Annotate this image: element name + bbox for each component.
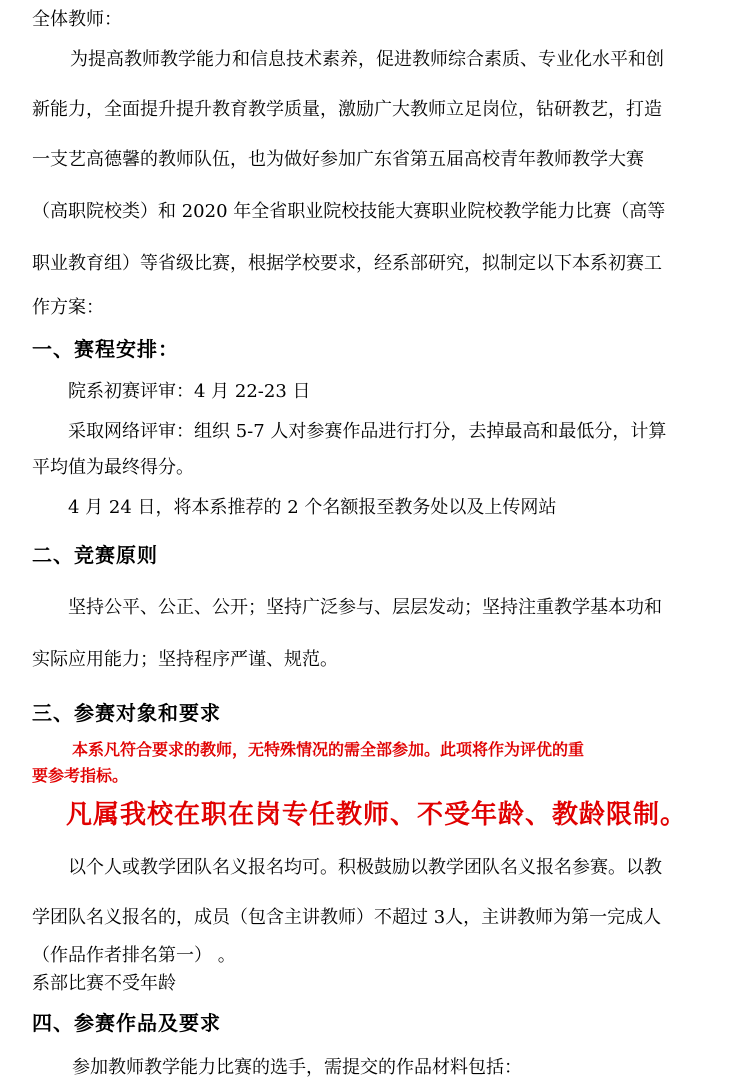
section-heading-3: 三、参赛对象和要求 — [32, 701, 221, 725]
intro-line: （高职院校类）和 2020 年全省职业院校技能大赛职业院校教学能力比赛（高等 — [32, 201, 666, 222]
intro-line: 作方案： — [32, 297, 104, 318]
intro-line: 职业教育组）等省级比赛，根据学校要求，经系部研究，拟制定以下本系初赛工 — [32, 253, 662, 274]
section1-line: 采取网络评审：组织 5-7 人对参赛作品进行打分，去掉最高和最低分，计算 — [68, 421, 667, 442]
section2-line: 坚持公平、公正、公开；坚持广泛参与、层层发动；坚持注重教学基本功和 — [68, 597, 662, 618]
intro-line: 新能力，全面提升提升教育教学质量，激励广大教师立足岗位，钻研教艺，打造 — [32, 99, 662, 120]
section1-line: 4 月 24 日，将本系推荐的 2 个名额报至教务处以及上传网站 — [68, 497, 557, 518]
red-note-line: 要参考指标。 — [32, 766, 129, 785]
section3-line: 学团队名义报名的，成员（包含主讲教师）不超过 3人，主讲教师为第一完成人 — [32, 907, 662, 928]
section3-line: 以个人或教学团队名义报名均可。积极鼓励以教学团队名义报名参赛。以教 — [68, 857, 662, 878]
intro-line: 为提高教师教学能力和信息技术素养，促进教师综合素质、专业化水平和创 — [70, 49, 664, 70]
big-red-line: 凡属我校在职在岗专任教师、不受年龄、教龄限制。 — [66, 800, 688, 830]
section3-line: （作品作者排名第一） 。 — [32, 945, 236, 966]
red-note-line: 本系凡符合要求的教师，无特殊情况的需全部参加。此项将作为评优的重 — [72, 740, 585, 759]
section1-line: 平均值为最终得分。 — [32, 457, 194, 478]
section2-line: 实际应用能力；坚持程序严谨、规范。 — [32, 649, 338, 670]
section-heading-4: 四、参赛作品及要求 — [32, 1011, 221, 1035]
section4-line: 参加教师教学能力比赛的选手，需提交的作品材料包括： — [72, 1057, 522, 1078]
intro-line: 一支艺高德馨的教师队伍，也为做好参加广东省第五届高校青年教师教学大赛 — [32, 149, 644, 170]
section-heading-1: 一、赛程安排： — [32, 337, 179, 361]
section1-line: 院系初赛评审：4 月 22-23 日 — [68, 381, 311, 402]
salutation: 全体教师： — [32, 9, 122, 30]
section3-line: 系部比赛不受年龄 — [32, 973, 176, 994]
section-heading-2: 二、竞赛原则 — [32, 543, 158, 567]
